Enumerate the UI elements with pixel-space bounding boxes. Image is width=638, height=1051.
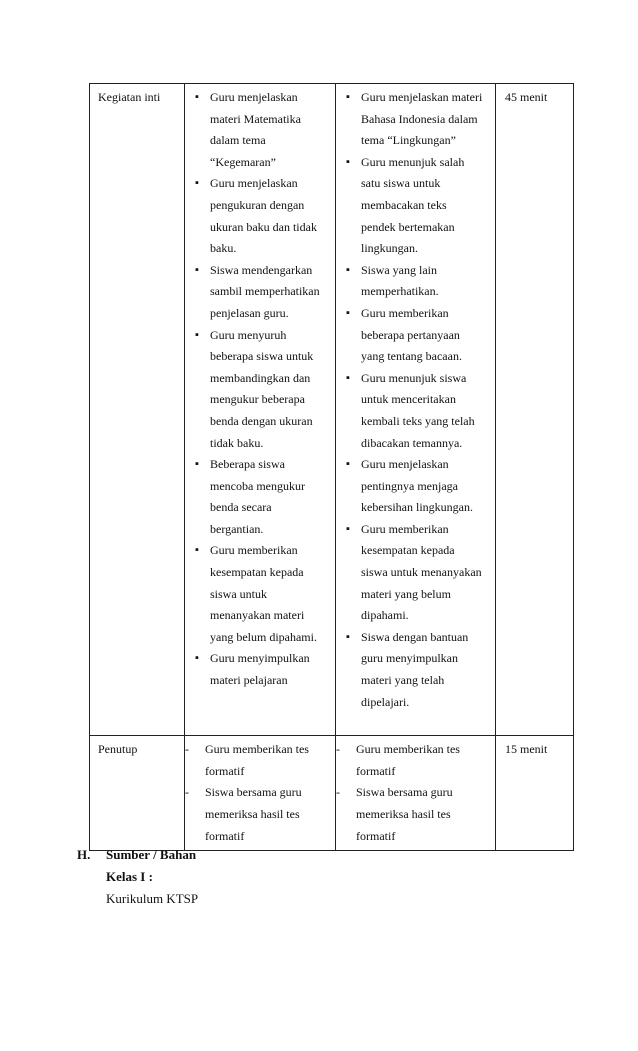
list-item: ▪ Guru menjelaskan materi Matematika dalam tema “Kegemaran” (195, 87, 323, 173)
list-item: ▪ Siswa dengan bantuan guru menyimpulkan materi yang telah dipelajari. (346, 627, 483, 713)
list-item: - Guru memberikan tes formatif (185, 739, 323, 782)
section-text: Kurikulum KTSP (106, 891, 199, 906)
list-item: ▪ Guru menjelaskan pengukuran dengan ukuran baku dan tidak baku. (195, 173, 323, 259)
section-title: Sumber / Bahan (106, 847, 197, 862)
math-closing-list (185, 736, 335, 850)
lesson-activity-table (89, 83, 574, 851)
list-item: ▪ Beberapa siswa mencoba mengukur benda secara bergantian. (195, 454, 323, 540)
list-item: - Siswa bersama guru memeriksa hasil tes formatif (336, 782, 483, 847)
list-item: ▪ Guru menunjuk siswa untuk menceritakan kembali teks yang telah dibacakan temannya. (346, 368, 483, 454)
list-item: ▪ Guru menyimpulkan materi pelajaran (195, 648, 323, 691)
list-item: ▪ Guru menjelaskan pentingnya menjaga kebersihan lingkungan. (346, 454, 483, 519)
list-item: - Guru memberikan tes formatif (336, 739, 483, 782)
section-subtitle: Kelas I : (106, 869, 153, 884)
list-item: ▪ Guru memberikan beberapa pertanyaan yang tentang bacaan. (346, 303, 483, 368)
list-item: ▪ Guru memberikan kesempatan kepada siswa untuk menanyakan materi yang belum dipahami. (346, 519, 483, 627)
bahasa-activities-cell (336, 84, 496, 736)
section-letter: H. (77, 847, 91, 862)
math-activity-list (185, 84, 335, 714)
bahasa-activity-list (336, 84, 495, 735)
list-item: ▪ Guru menunjuk salah satu siswa untuk membacakan teks pendek bertemakan lingkungan. (346, 152, 483, 260)
list-item: ▪ Siswa yang lain memperhatikan. (346, 260, 483, 303)
list-item: ▪ Guru memberikan kesempatan kepada siswa untuk menanyakan materi yang belum dipahami. (195, 540, 323, 648)
list-item: ▪ Guru menjelaskan materi Bahasa Indonesia dalam tema “Lingkungan” (346, 87, 483, 152)
list-item: ▪ Guru menyuruh beberapa siswa untuk membandingkan dan mengukur beberapa benda dengan ukuran tidak baku. (195, 325, 323, 455)
activity-cell: Penutup (90, 736, 185, 851)
bahasa-closing-cell (336, 736, 496, 851)
activity-cell: Kegiatan inti (90, 84, 185, 736)
duration-cell: 45 menit (496, 84, 574, 736)
math-closing-cell (185, 736, 336, 851)
table-row-kegiatan-inti (90, 84, 574, 736)
duration-cell: 15 menit (496, 736, 574, 851)
table-row-penutup (90, 736, 574, 851)
list-item: ▪ Siswa mendengarkan sambil memperhatikan penjelasan guru. (195, 260, 323, 325)
math-activities-cell (185, 84, 336, 736)
list-item: - Siswa bersama guru memeriksa hasil tes formatif (185, 782, 323, 847)
bahasa-closing-list (336, 736, 495, 850)
